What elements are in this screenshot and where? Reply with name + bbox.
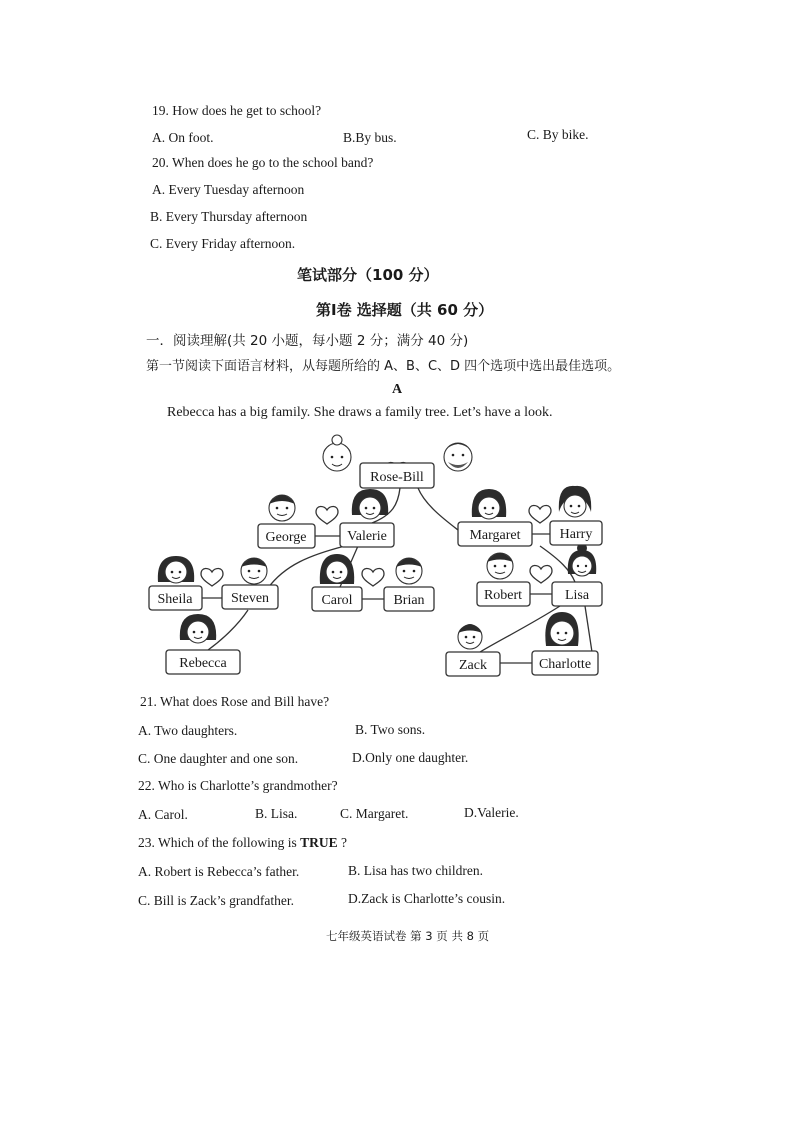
q23-suffix: ? (337, 835, 347, 850)
harry-portrait-icon (559, 486, 591, 517)
charlotte-portrait-icon (545, 612, 578, 646)
name-box-rebecca (166, 650, 240, 674)
lisa-portrait-icon (568, 543, 596, 576)
tree-line-rosebill-margaret (418, 488, 458, 530)
q19-option-c: C. By bike. (527, 127, 589, 142)
q19-option-a: A. On foot. (152, 130, 214, 145)
q22-option-a: A. Carol. (138, 807, 188, 822)
name-brian: Brian (393, 593, 425, 608)
question-22: 22. Who is Charlotte’s grandmother? (138, 778, 338, 793)
name-rose-bill: Rose-Bill (370, 470, 424, 485)
q22-option-c: C. Margaret. (340, 806, 409, 821)
margaret-portrait-icon (472, 489, 506, 519)
name-charlotte: Charlotte (538, 657, 592, 672)
name-box-steven (222, 585, 278, 609)
name-box-lisa (552, 582, 602, 606)
question-23 (138, 835, 347, 851)
name-steven: Steven (230, 591, 270, 606)
name-box-valerie (340, 523, 394, 547)
name-margaret: Margaret (469, 528, 521, 543)
name-box-charlotte (532, 651, 598, 675)
heart-icon (362, 568, 384, 586)
section-title: 第Ⅰ卷 选择题（共 60 分） (316, 301, 494, 319)
name-box-carol (312, 587, 362, 611)
heart-icon (530, 565, 552, 583)
grandfather-portrait-icon (444, 443, 472, 471)
name-box-harry (550, 521, 602, 545)
q23-option-b: B. Lisa has two children. (348, 863, 483, 878)
sheila-portrait-icon (158, 556, 194, 583)
name-george: George (265, 530, 307, 545)
heart-icon (201, 568, 223, 586)
zack-portrait-icon (458, 624, 482, 649)
q23-emphasis: TRUE (300, 835, 338, 850)
question-20: 20. When does he go to the school band? (152, 155, 374, 170)
name-box-sheila (149, 586, 202, 610)
name-box-rose-bill (360, 463, 434, 488)
name-box-margaret (458, 522, 532, 546)
valerie-portrait-icon (352, 489, 388, 519)
reading-instruction: 第一节阅读下面语言材料，从每题所给的 A、B、C、D 四个选项中选出最佳选项。 (146, 359, 621, 374)
question-21: 21. What does Rose and Bill have? (140, 694, 330, 709)
q23-option-d: D.Zack is Charlotte’s cousin. (348, 891, 506, 906)
name-box-robert (477, 582, 530, 606)
q21-option-a: A. Two daughters. (138, 723, 238, 738)
q20-option-c: C. Every Friday afternoon. (150, 236, 296, 251)
rebecca-portrait-icon (180, 614, 216, 643)
q21-option-d: D.Only one daughter. (352, 750, 469, 765)
robert-portrait-icon (487, 553, 513, 579)
q23-option-a: A. Robert is Rebecca’s father. (138, 864, 300, 879)
page-footer: 七年级英语试卷 第 3 页 共 8 页 (326, 929, 490, 943)
name-rebecca: Rebecca (179, 656, 227, 671)
grandmother-portrait-icon (323, 435, 351, 471)
name-box-zack (446, 652, 500, 676)
name-carol: Carol (321, 593, 353, 608)
reading-section-heading: 一．阅读理解(共 20 小题，每小题 2 分；满分 40 分) (146, 333, 469, 349)
q22-option-b: B. Lisa. (255, 806, 298, 821)
written-part-title: 笔试部分（100 分） (297, 266, 439, 284)
name-sheila: Sheila (157, 592, 193, 607)
passage-text: Rebecca has a big family. She draws a family tree. Let’s have a look. (167, 405, 553, 420)
name-box-george (258, 524, 315, 548)
q22-option-d: D.Valerie. (464, 805, 519, 820)
q19-option-b: B.By bus. (343, 130, 397, 145)
q20-option-b: B. Every Thursday afternoon (150, 209, 308, 224)
george-portrait-icon (269, 495, 295, 521)
q23-option-c: C. Bill is Zack’s grandfather. (138, 893, 294, 908)
q23-text: 23. Which of the following is (138, 835, 301, 850)
steven-portrait-icon (241, 558, 267, 584)
name-lisa: Lisa (564, 588, 590, 603)
heart-icon (529, 505, 551, 523)
passage-label: A (392, 382, 403, 397)
question-19: 19. How does he get to school? (152, 103, 322, 118)
name-harry: Harry (559, 527, 593, 542)
q20-option-a: A. Every Tuesday afternoon (152, 182, 305, 197)
q21-option-c: C. One daughter and one son. (138, 751, 299, 766)
tree-line-lisa-charlotte (585, 606, 592, 652)
q21-option-b: B. Two sons. (355, 722, 426, 737)
name-robert: Robert (483, 588, 523, 603)
heart-icon (316, 506, 338, 524)
name-zack: Zack (459, 658, 487, 673)
name-valerie: Valerie (347, 529, 387, 544)
brian-portrait-icon (396, 558, 422, 584)
carol-portrait-icon (320, 554, 354, 584)
name-box-brian (384, 587, 434, 611)
